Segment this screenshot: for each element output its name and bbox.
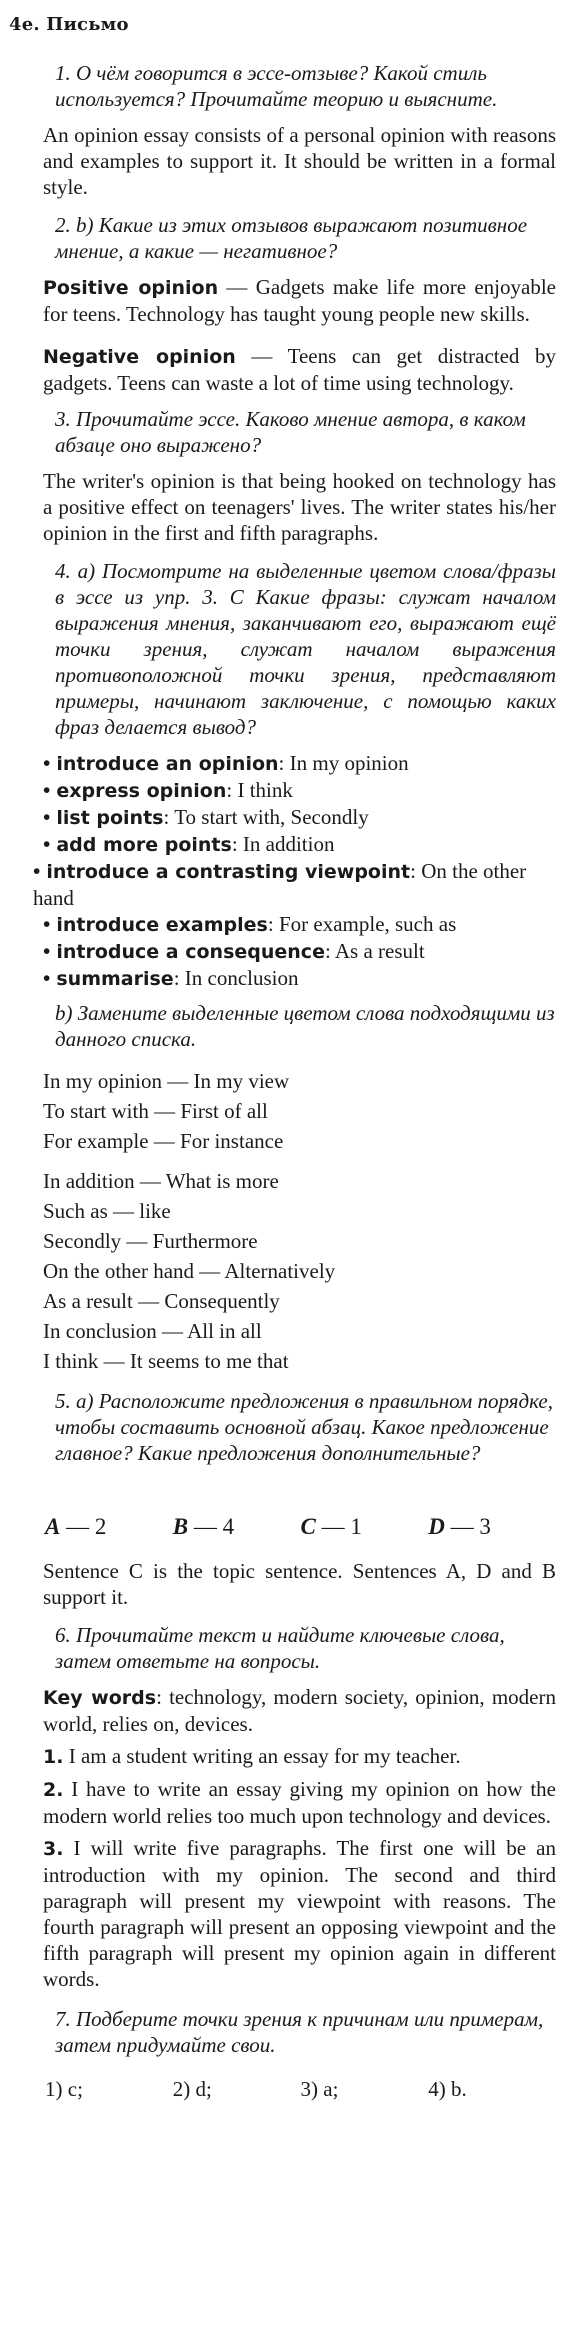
answer-1: An opinion essay consists of a personal opinion with reasons and examples to support it. It should be written in a formal style. [43,123,556,199]
order-letter: B [172,1514,189,1539]
statement-2 [43,1776,556,1829]
bullet-item [33,858,556,911]
bullet-text: : In my opinion [278,751,409,775]
statement-text: I am a student writing an essay for my teacher. [63,1744,461,1768]
task-6: 6. Прочитайте текст и найдите ключевые слова, затем ответьте на вопросы. [55,1623,505,1673]
key-words-text: : technology, modern society, opinion, modern world, relies on, devices. [43,1685,556,1736]
bullet-text: : For example, such as [267,912,457,936]
negative-text: — Teens can get distracted by gadgets. Teens can waste a lot of time using technology. [43,344,556,395]
task-7: 7. Подберите точки зрения к причинам или примерам, затем придумайте свои. [55,2007,544,2057]
replacement-pair: Secondly — Furthermore [43,1229,258,1253]
bullet-item [43,938,556,965]
order-number: — 1 [315,1514,362,1539]
sentence-order-answer [45,1514,556,1540]
replacement-pair: Such as — like [43,1199,171,1223]
order-number: — 2 [60,1514,107,1539]
statement-number: 2. [43,1779,64,1801]
bullet-label: add more points [56,834,232,856]
replacement-pair: On the other hand — Alternatively [43,1259,336,1283]
bullet-text: : In addition [231,832,335,856]
order-number: — 3 [444,1514,491,1539]
bullet-label: introduce an opinion [56,753,279,775]
positive-label: Positive opinion [43,277,219,299]
negative-opinion [43,343,556,396]
bullet-label: summarise [56,968,174,990]
match-item: 3) a; [300,2077,339,2101]
statement-3 [43,1835,556,1992]
bullet-item [43,831,556,858]
positive-text: — Gadgets make life more enjoyable for teens. Technology has taught young people new skills. [43,275,556,326]
match-item: 1) c; [45,2077,83,2101]
statement-number: 1. [43,1746,64,1768]
bullet-text: : I think [226,778,293,802]
replacement-list [43,1066,556,1376]
statement-text: I have to write an essay giving my opinion on how the modern world relies too much upon technology and devices. [43,1777,556,1828]
task-4b: b) Замените выделенные цветом слова подходящими из данного списка. [55,1001,555,1051]
match-item: 2) d; [172,2077,212,2101]
replacement-pair: I think — It seems to me that [43,1349,289,1373]
answer-5: Sentence C is the topic sentence. Sentences A, D and B support it. [43,1559,556,1609]
order-letter: A [45,1514,61,1539]
task-4a: 4. a) Посмотрите на выделенные цветом слова/фразы в эссе из упр. 3. С Какие фразы: служат началом выражения мнения, заканчивают его, выражают ещё точки зрения, служат началом выражения противоположной точки зрения, представляют примеры, начинают заключение, с помощью каких фраз делается вывод? [55,559,556,739]
phrase-function-list [33,750,556,992]
section-title: 4e. Письмо [9,14,129,35]
replacement-pair: For example — For instance [43,1129,284,1153]
bullet-item [43,911,556,938]
answer-3: The writer's opinion is that being hooked on technology has a positive effect on teenagers' lives. The writer states his/her opinion in the first and fifth paragraphs. [43,469,556,545]
bullet-text: : On the other hand [33,859,527,910]
order-item [173,1514,301,1540]
replacement-pair: As a result — Consequently [43,1289,280,1313]
order-letter: D [428,1514,445,1539]
statement-number: 3. [43,1838,64,1860]
order-number: — 4 [188,1514,235,1539]
bullet-item [43,777,556,804]
replacement-pair: In conclusion — All in all [43,1319,262,1343]
bullet-item [43,750,556,777]
match-item: 4) b. [428,2077,467,2101]
key-words [43,1684,556,1737]
replacement-pair: In my opinion — In my view [43,1069,290,1093]
negative-label: Negative opinion [43,346,236,368]
statement-text: I will write five paragraphs. The first one will be an introduction with my opinion. The second and third paragraph will present my viewpoint with reasons. The fourth paragraph will present an opposing viewpoint and the fifth paragraph will present my opinion again in different words. [43,1836,556,1991]
order-letter: C [300,1514,316,1539]
bullet-item [43,965,556,992]
task-3: 3. Прочитайте эссе. Каково мнение автора, в каком абзаце оно выражено? [55,407,526,457]
bullet-text: : In conclusion [173,966,299,990]
task-1: 1. О чём говорится в эссе-отзыве? Какой стиль используется? Прочитайте теорию и выясните. [55,61,498,111]
bullet-item [43,804,556,831]
bullet-label: introduce a contrasting viewpoint [46,861,411,883]
bullet-label: list points [56,807,164,829]
order-item [45,1514,173,1540]
bullet-label: express opinion [56,780,227,802]
bullet-text: : To start with, Secondly [163,805,369,829]
replacement-pair: In addition — What is more [43,1169,279,1193]
positive-opinion [43,274,556,327]
key-words-label: Key words [43,1687,157,1709]
replacement-pair: To start with — First of all [43,1099,268,1123]
task-5: 5. a) Расположите предложения в правильном порядке, чтобы составить основной абзац. Какое предложение главное? Какие предложения дополнительные? [55,1389,553,1465]
bullet-text: : As a result [324,939,425,963]
task-2: 2. b) Какие из этих отзывов выражают позитивное мнение, а какие — негативное? [55,213,528,263]
bullet-label: introduce a consequence [56,941,325,963]
spacer [43,1156,556,1166]
matching-answer [45,2076,556,2102]
order-item [301,1514,429,1540]
bullet-label: introduce examples [56,914,268,936]
order-item [428,1514,556,1540]
statement-1 [43,1743,556,1770]
